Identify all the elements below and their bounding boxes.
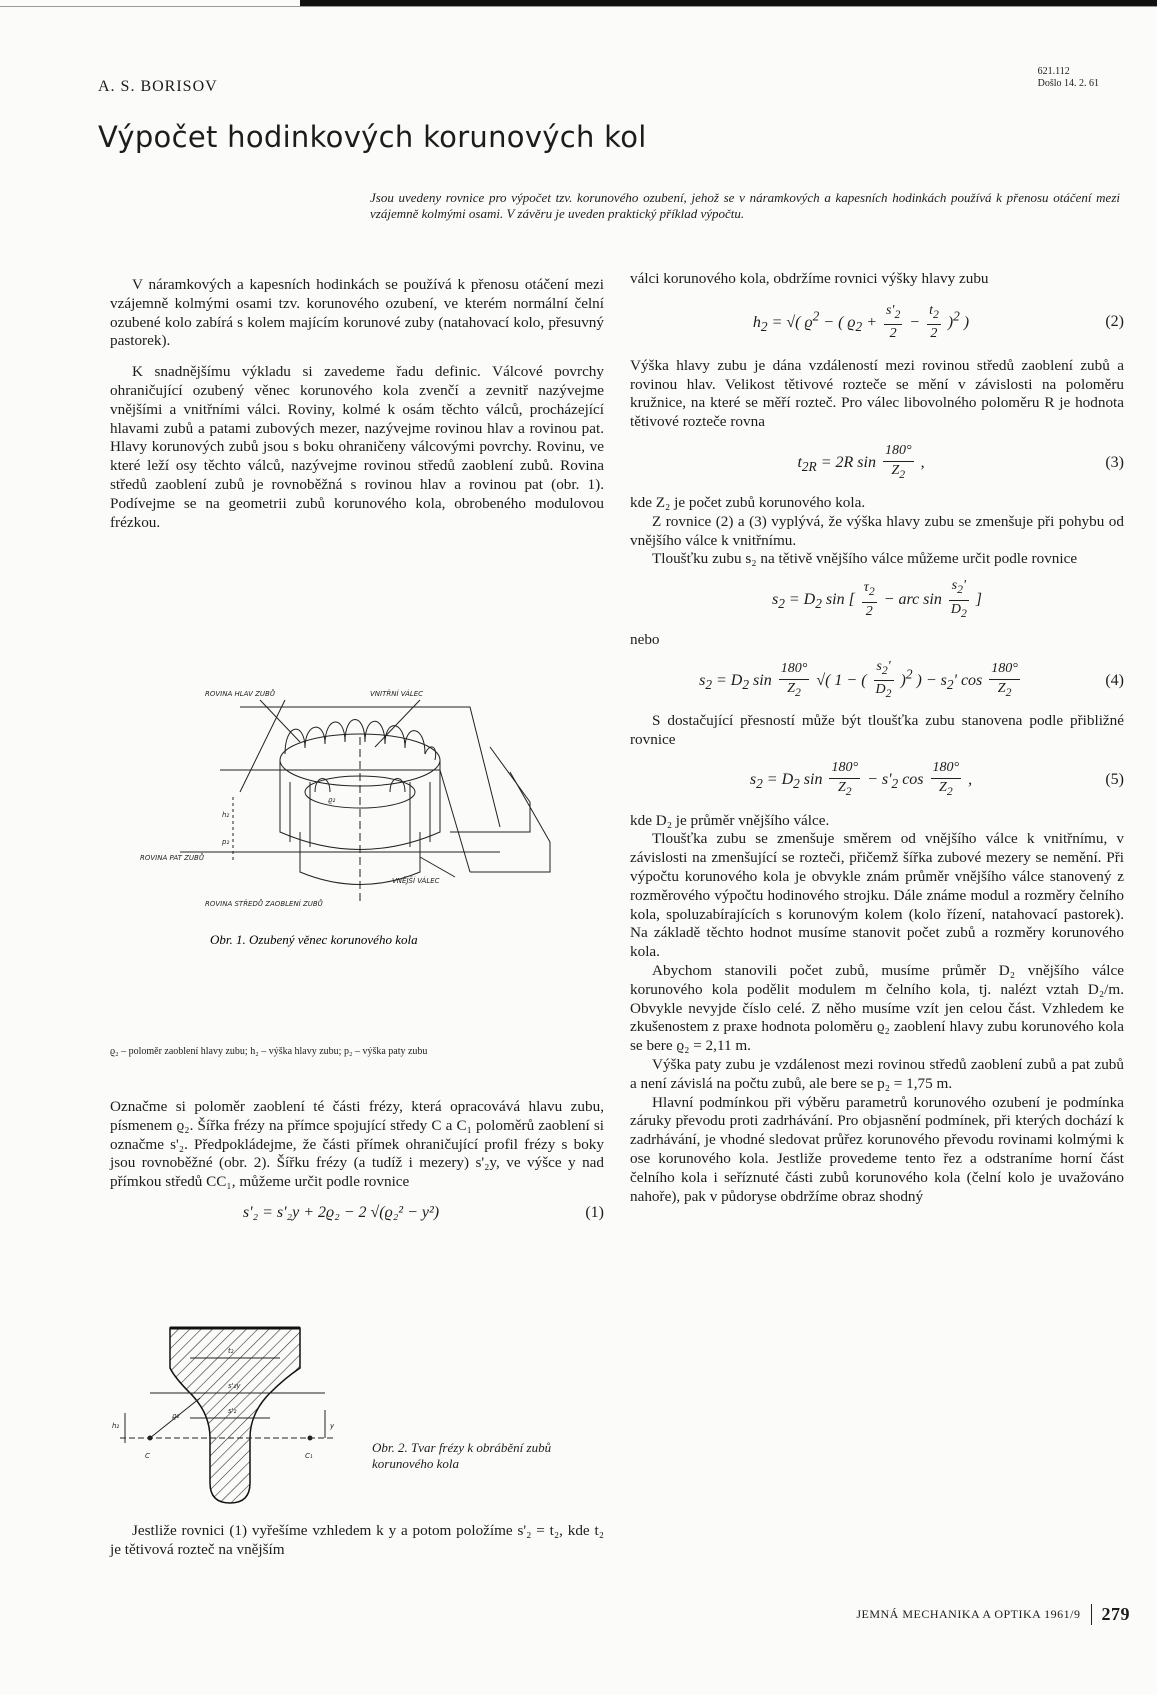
right-paragraph-11: Hlavní podmínkou při výběru parametrů korunového ozubení je podmínka záruky převodu proti zadrhávání. Pro objasnění podmínek, při kterých dochází k zadrhávání, je vhodné sledovat průřez korunového převodu rovinami kolmými k ose korunového kola. Jestliže provedeme tento řez a odstraníme horní část čelního kola i seříznuté části zubů korunového kola (čelní kolo je uvažováno nahoře), pak v půdoryse obdržíme obraz shodný xyxy=(630,1093,1124,1205)
symbol-h2: h₂ xyxy=(222,811,230,819)
symbol-h2: h₂ xyxy=(112,1422,120,1430)
equation-5 xyxy=(630,754,1124,808)
equation-4a xyxy=(630,573,1124,627)
symbol-t2: t₂ xyxy=(228,1347,234,1355)
equation-4-body: $s_2 = D_2$ sin $\frac{180^\circ}{Z_2}$ √( 1 − ( $\frac{s_2'}{D_2}$ )$^2$ ) − $s_2'$ cos $\frac{180^\circ}{Z_2}$ xyxy=(699,658,1018,701)
abstract: Jsou uvedeny rovnice pro výpočet tzv. korunového ozubení, jehož se v náramkových a kapesních hodinkách používá k přenosu otáčení mezi vzájemně kolmými osami. V závěru je uveden praktický příklad výpočtu. xyxy=(370,190,1120,221)
right-paragraph-7: kde D₂ je průměr vnějšího válce. xyxy=(630,811,830,829)
label-vnejsi-valec: VNĚJŠÍ VÁLEC xyxy=(392,877,440,885)
right-paragraph-5: Tloušťku zubu s₂ na tětivě vnějšího válce můžeme určit podle rovnice xyxy=(652,550,1078,568)
figure-1-legend: ϱ₂ – poloměr zaoblení hlavy zubu; h₂ – výška hlavy zubu; p₂ – výška paty zubu xyxy=(110,1046,428,1057)
equation-3 xyxy=(630,436,1124,490)
equation-2 xyxy=(630,293,1124,353)
figure-2-caption-box xyxy=(372,1440,602,1490)
symbol-p2: p₂ xyxy=(222,838,230,846)
left-paragraph-1: V náramkových a kapesních hodinkách se používá k přenosu otáčení mezi vzájemně kolmými osami tzv. korunového ozubení, ve kterém normální čelní ozubené kolo zabírá s kolem majícím korunové zuby (natahovací kolo, přesuvný pastorek). xyxy=(110,276,604,350)
equation-1-number: (1) xyxy=(585,1203,604,1221)
left-column-lower xyxy=(110,1098,604,1227)
label-rovina-stredu: ROVINA STŘEDŮ ZAOBLENÍ ZUBŮ xyxy=(205,900,323,908)
left-paragraph-3: Označme si poloměr zaoblení té části frézy, která opracovává hlavu zubu, písmenem ϱ₂. Šířka frézy na přímce spojující středy C a C₁ poloměrů zaoblení si označme s'₂. Předpokládejme, že části přímek ohraničující profil frézy s boky jsou rovnoběžné (obr. 2). Šířku frézy (a tudíž i mezery) s'₂y, ve výšce y nad přímkou středů CC₁, můžeme určit podle rovnice xyxy=(110,1098,604,1191)
equation-1 xyxy=(110,1204,604,1223)
journal-name: JEMNÁ MECHANIKA A OPTIKA 1961/9 xyxy=(856,1607,1081,1621)
label-rovina-pat: ROVINA PAT ZUBŮ xyxy=(140,854,204,862)
equation-5-body: $s_2 = D_2$ sin $\frac{180^\circ}{Z_2}$ − $s'_2$ cos $\frac{180^\circ}{Z_2}$ , xyxy=(749,760,973,798)
left-column-bottom xyxy=(110,1522,604,1560)
equation-1-body: s'₂ = s'₂y + 2ϱ₂ − 2 √(ϱ₂² − y²) xyxy=(242,1203,440,1221)
equation-3-body: $t_{2R} = 2R$ sin $\frac{180^\circ}{Z_2}$ , xyxy=(797,442,925,481)
equation-5-number: (5) xyxy=(1105,771,1124,789)
right-paragraph-9: Abychom stanovili počet zubů, musíme průměr D₂ vnějšího válce korunového kola podělit modulem m čelního kola, tj. nalézt vztah D₂/m. Obvykle nevyjde číslo celé. Z něho musíme vzít jen celou část. Vzhledem ke zkušenostem z praxe hodnota poloměru ϱ₂ zaoblení hlavy zubu korunového kola se bere ϱ₂ = 2,11 m. xyxy=(630,961,1124,1055)
right-column xyxy=(630,270,1124,1206)
label-rovina-hlav: ROVINA HLAV ZUBŮ xyxy=(205,690,275,698)
article-title: Výpočet hodinkových korunových kol xyxy=(98,120,647,154)
symbol-rho: ϱ₂ xyxy=(328,796,336,804)
symbol-rho: ϱ₂ xyxy=(172,1412,180,1420)
equation-2-number: (2) xyxy=(1105,313,1124,331)
right-paragraph-2: Výška hlavy zubu je dána vzdáleností mezi rovinou středů zaoblení zubů a rovinou hlav. Velikost tětivové rozteče se mění v závislosti na poloměru kružnice, na které se měří rozteč. Pro válec libovolného poloměru R je hodnota tětivové rozteče rovna xyxy=(630,356,1124,431)
udc-block xyxy=(1038,66,1099,90)
symbol-C1: C₁ xyxy=(305,1452,313,1460)
page-footer xyxy=(856,1604,1130,1625)
right-paragraph-4: Z rovnice (2) a (3) vyplývá, že výška hlavy zubu se zmenšuje při pohybu od vnějšího válce k vnitřnímu. xyxy=(630,512,1124,549)
right-paragraph-3: kde Z₂ je počet zubů korunového kola. xyxy=(630,493,866,511)
symbol-y: y xyxy=(330,1422,335,1430)
equation-4-number: (4) xyxy=(1105,671,1124,689)
left-paragraph-2: K snadnějšímu výkladu si zavedeme řadu definic. Válcové povrchy ohraničující ozubený věnec korunového kola zvenčí a zevnitř nazývejme vnějšími a vnitřními válci. Roviny, kolmé k osám těchto válců, procházející hlavami zubů a patami zubových mezer, nazývejme rovinou hlav a rovinou pat. Hlavy korunových zubů jsou s boku ohraničeny válcovými povrchy. Rovinu, ve které leží osy těchto válců, nazývejme rovinou středů zaoblení zubů. Rovina středů zaoblení zubů je rovnoběžná s rovinou hlav a rovinou pat (obr. 1). Podívejme se na geometrii zubů korunového kola, obrobeného modulovou frézkou. xyxy=(110,363,604,531)
nebo-label: nebo xyxy=(630,631,660,649)
figure-2-drawing xyxy=(110,1318,604,1518)
received-date: Došlo 14. 2. 61 xyxy=(1037,78,1099,89)
right-paragraph-6: S dostačující přesností může být tloušťka zubu stanovena podle přibližné rovnice xyxy=(630,711,1124,748)
equation-4a-body: $s_2 = D_2$ sin [ $\frac{\tau_2}{2}$ − arc sin $\frac{s_2'}{D_2}$ ] xyxy=(771,578,983,620)
page-number: 279 xyxy=(1091,1604,1131,1625)
equation-2-body: $h_2$ = √( $ϱ^2$ − ( $ϱ_2$ + $\frac{s'_2}{2}$ − $\frac{t_2}{2}$ )$^2$ ) xyxy=(752,302,970,342)
equation-3-number: (3) xyxy=(1105,453,1124,471)
label-vnitrni-valec: VNITŘNÍ VÁLEC xyxy=(370,690,424,698)
figure-1-drawing xyxy=(110,682,604,1042)
figure-2-caption: Obr. 2. Tvar frézy k obrábění zubů korunového kola xyxy=(372,1440,552,1471)
udc-code: 621.112 xyxy=(1037,66,1070,77)
symbol-s2: s'₂ xyxy=(228,1407,237,1415)
symbol-s2y: s'₂y xyxy=(228,1382,241,1390)
right-paragraph-1: válci korunového kola, obdržíme rovnici výšky hlavy zubu xyxy=(630,270,989,287)
right-paragraph-8: Tloušťka zubu se zmenšuje směrem od vnějšího válce k vnitřnímu, v závislosti na zmenšující se rozteči, přičemž šířka zubové mezery se nemění. Při výpočtu korunového kola je obvykle znám průměr vnějšího válce stanovený z rozměrového výpočtu hodinového strojku. Dále známe modul a rozměry čelního kola, spoluzabírajících s korunovým kolem (kolo řízení, natahovací pastorek). Na základě těchto hodnot musíme stanovit počet zubů a rozměry korunového kola. xyxy=(630,830,1124,961)
figure-1-caption: Obr. 1. Ozubený věnec korunového kola xyxy=(210,932,418,947)
figure-2 xyxy=(110,1318,604,1518)
top-rule-thin xyxy=(0,6,1157,7)
author: A. S. BORISOV xyxy=(98,78,218,95)
figure-1 xyxy=(110,682,604,1042)
symbol-C: C xyxy=(145,1452,150,1460)
equation-4 xyxy=(630,654,1124,708)
right-paragraph-10: Výška paty zubu je vzdálenost mezi rovinou středů zaoblení zubů a pat zubů a není závislá na počtu zubů, ale bere se p₂ = 1,75 m. xyxy=(630,1055,1124,1092)
left-column xyxy=(110,276,604,532)
left-paragraph-4: Jestliže rovnici (1) vyřešíme vzhledem k y a potom položíme s'₂ = t₂, kde t₂ je tětivová rozteč na vnějším xyxy=(110,1522,604,1558)
